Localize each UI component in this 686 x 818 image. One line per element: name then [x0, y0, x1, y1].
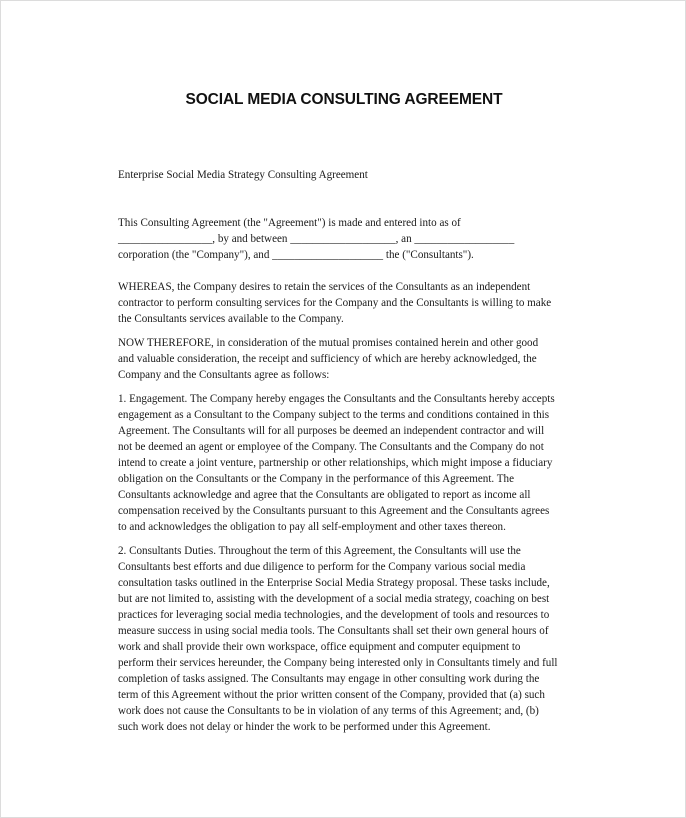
text-line: _________________, by and between ___________________, an __________________ [118, 233, 515, 245]
text-line: practices for leveraging social media technologies, and the development of tools and resources to [118, 609, 550, 621]
subtitle-line: Enterprise Social Media Strategy Consulting Agreement [118, 169, 368, 181]
engagement-clause [118, 391, 568, 535]
text-line: obligation on the Consultants or the Company in the performance of this Agreement. The [118, 473, 515, 485]
text-line: not be deemed an agent or employee of the Company. The Consultants and the Company do not [118, 441, 544, 453]
text-line: term of this Agreement without the prior written consent of the Company, provided that (a) such [118, 689, 545, 701]
text-line: Consultants best efforts and due diligence to perform for the Company various social media [118, 561, 526, 573]
text-line: such work does not delay or hinder the work to be performed under this Agreement. [118, 721, 491, 733]
text-line: perform their services hereunder, the Company being interested only in Consultants timely and full [118, 657, 558, 669]
text-line: NOW THEREFORE, in consideration of the mutual promises contained herein and other good [118, 337, 539, 349]
document-subtitle [118, 167, 568, 183]
text-line: consultation tasks outlined in the Enterprise Social Media Strategy proposal. These tasks include, [118, 577, 550, 589]
text-line: the Consultants services available to the Company. [118, 313, 344, 325]
text-line: This Consulting Agreement (the "Agreement") is made and entered into as of [118, 217, 461, 229]
text-line: work and shall provide their own workspace, office equipment and computer equipment to [118, 641, 521, 653]
intro-paragraph [118, 215, 568, 263]
text-line: Company and the Consultants agree as follows: [118, 369, 330, 381]
text-line: 1. Engagement. The Company hereby engages the Consultants and the Consultants hereby accepts [118, 393, 555, 405]
text-line: completion of tasks assigned. The Consultants may engage in other consulting work during the [118, 673, 540, 685]
text-line: 2. Consultants Duties. Throughout the term of this Agreement, the Consultants will use the [118, 545, 521, 557]
consultants-duties-clause [118, 543, 568, 735]
text-line: intend to create a joint venture, partnership or other relationships, which might impose a fiduciary [118, 457, 553, 469]
whereas-paragraph [118, 279, 568, 327]
text-line: WHEREAS, the Company desires to retain the services of the Consultants as an independent [118, 281, 531, 293]
text-line: Consultants acknowledge and agree that the Consultants are obligated to report as income all [118, 489, 531, 501]
text-line: measure success in using social media tools. The Consultants shall set their own general hours of [118, 625, 549, 637]
text-line: Agreement. The Consultants will for all purposes be deemed an independent contractor and will [118, 425, 545, 437]
text-line: but are not limited to, assisting with the development of a social media strategy, coaching on best [118, 593, 550, 605]
text-line: work does not cause the Consultants to be in violation of any terms of this Agreement; and, (b) [118, 705, 539, 717]
document-title: SOCIAL MEDIA CONSULTING AGREEMENT [185, 91, 503, 108]
text-line: contractor to perform consulting services for the Company and the Consultants is willing to make [118, 297, 552, 309]
text-line: engagement as a Consultant to the Company subject to the terms and conditions contained in this [118, 409, 550, 421]
text-line: corporation (the "Company"), and ____________________ the ("Consultants"). [118, 249, 474, 261]
text-line: compensation received by the Consultants pursuant to this Agreement and the Consultants agrees [118, 505, 550, 517]
now-therefore-paragraph [118, 335, 568, 383]
text-line: to and acknowledges the obligation to pay all self-employment and other taxes thereon. [118, 521, 506, 533]
text-line: and valuable consideration, the receipt and sufficiency of which are hereby acknowledged, the [118, 353, 537, 365]
